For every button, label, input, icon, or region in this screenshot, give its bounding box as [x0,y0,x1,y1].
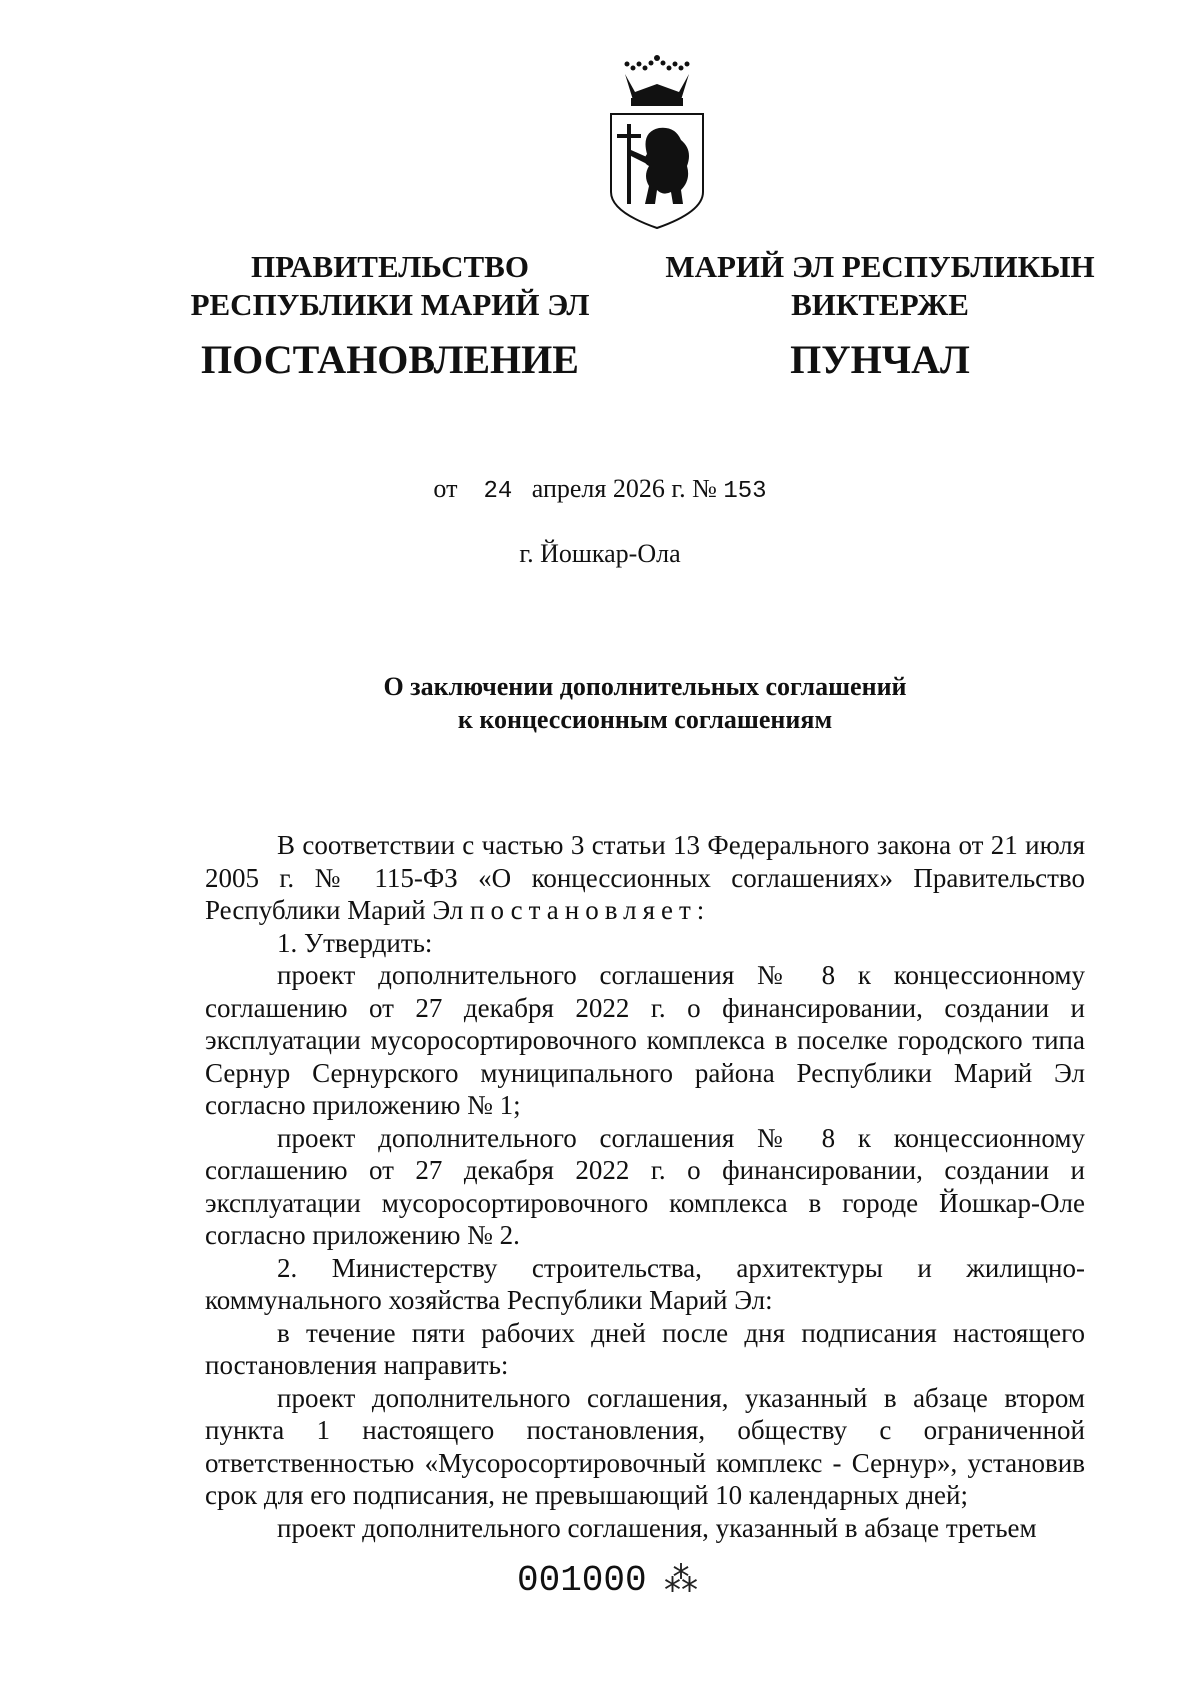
preamble-decree-word: постановляет: [470,895,711,925]
header-ru-line1: ПРАВИТЕЛЬСТВО [251,249,529,284]
body-paragraph-8: проект дополнительного соглашения, указанный в абзаце третьем [277,1512,1037,1543]
document-number: 153 [723,478,767,505]
document-city: г. Йошкар-Ола [519,539,681,568]
document-body [205,829,1085,1544]
header-ru-doc-type: ПОСТАНОВЛЕНИЕ [201,336,579,382]
document-date-line [0,474,1200,505]
body-paragraph-5: 2. Министерству строительства, архитектуры и жилищно-коммунального хозяйства Республики Марий Эл: [205,1252,1085,1315]
body-paragraph-1 [205,829,1085,927]
date-prefix: от [433,474,458,503]
header-mari-doc-type: ПУНЧАЛ [790,336,970,382]
title-line1: О заключении дополнительных соглашений [383,672,907,701]
date-day: 24 [483,478,513,505]
asterisk-ornament-icon: ⁂ [664,1562,698,1599]
header-russian [190,248,590,384]
header-ru-line2: РЕСПУБЛИКИ МАРИЙ ЭЛ [190,286,590,322]
form-serial-number: 001000 [517,1560,647,1601]
body-paragraph-6: в течение пяти рабочих дней после дня подписания настоящего постановления направить: [205,1317,1085,1380]
body-paragraph-2: 1. Утвердить: [277,927,433,958]
header-mari [655,248,1105,384]
document-title [0,670,1200,736]
coat-of-arms-emblem [601,54,713,230]
body-paragraph-3: проект дополнительного соглашения № 8 к концессионному соглашению от 27 декабря 2022 г. о финансировании, создании и эксплуатации мусоросортировочного комплекса в поселке городского типа Сернур Сернурского муниципального района Республики Марий Эл согласно приложению № 1; [205,960,1085,1120]
title-line2: к концессионным соглашениям [457,705,833,734]
body-paragraph-4: проект дополнительного соглашения № 8 к концессионному соглашению от 27 декабря 2022 г. о финансировании, создании и эксплуатации мусоросортировочного комплекса в городе Йошкар-Оле согласно приложению № 2. [205,1122,1085,1250]
body-paragraph-7: проект дополнительного соглашения, указанный в абзаце втором пункта 1 настоящего постановления, обществу с ограниченной ответственностью «Мусоросортировочный комплекс - Сернур», установив срок для его подписания, не превышающий 10 календарных дней; [205,1382,1085,1510]
header-mari-line2: ВИКТЕРЖЕ [791,286,969,322]
header-mari-line1: МАРИЙ ЭЛ РЕСПУБЛИКЫН [665,249,1095,284]
date-month-year: апреля 2026 г. № [531,474,717,503]
preamble-text: В соответствии с частью 3 статьи 13 Федерального закона от 21 июля 2005 г. № 115-ФЗ «О концессионных соглашениях» Правительство Республики Марий Эл [205,830,1085,925]
